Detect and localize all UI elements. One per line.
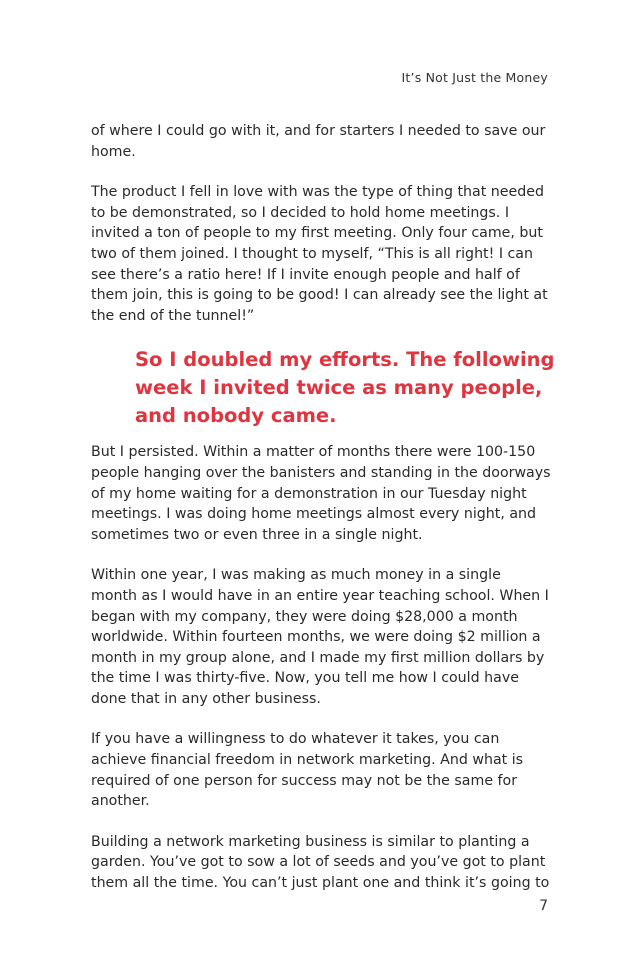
- paragraph: Building a network marketing business is similar to planting a garden. You’ve got to sow a lot of seeds and you’ve got to plant them all the time. You can’t just plant one and think it’s going to: [91, 833, 550, 892]
- pull-quote: So I doubled my efforts. The following week I invited twice as many people, and nobody came.: [135, 348, 555, 428]
- paragraph: Within one year, I was making as much money in a single month as I would have in an entire year teaching school. When I began with my company, they were doing $28,000 a month worldwide. Within fourteen months, we were doing $2 million a month in my group alone, and I made my first million dollars by the time I was thirty-five. Now, you tell me how I could have done that in any other business.: [91, 567, 549, 707]
- page-number: 7: [539, 898, 548, 914]
- running-header: It’s Not Just the Money: [401, 70, 548, 85]
- paragraph: The product I fell in love with was the type of thing that needed to be demonstrated, so I decided to hold home meetings. I invited a ton of people to my first meeting. Only four came, but two of them joined. I thought to myself, “This is all right! I can see there’s a ratio here! If I invite enough people and half of them join, this is going to be good! I can already see the light at the end of the tunnel!”: [91, 184, 548, 324]
- paragraph: But I persisted. Within a matter of months there were 100-150 people hanging over the banisters and standing in the doorways of my home waiting for a demonstration in our Tuesday night meetings. I was doing home meetings almost every night, and sometimes two or even three in a single night.: [91, 444, 551, 543]
- page-body: [91, 121, 555, 914]
- paragraph: If you have a willingness to do whatever it takes, you can achieve financial freedom in network marketing. And what is required of one person for success may not be the same for another.: [91, 731, 524, 810]
- paragraph: of where I could go with it, and for starters I needed to save our home.: [91, 123, 546, 160]
